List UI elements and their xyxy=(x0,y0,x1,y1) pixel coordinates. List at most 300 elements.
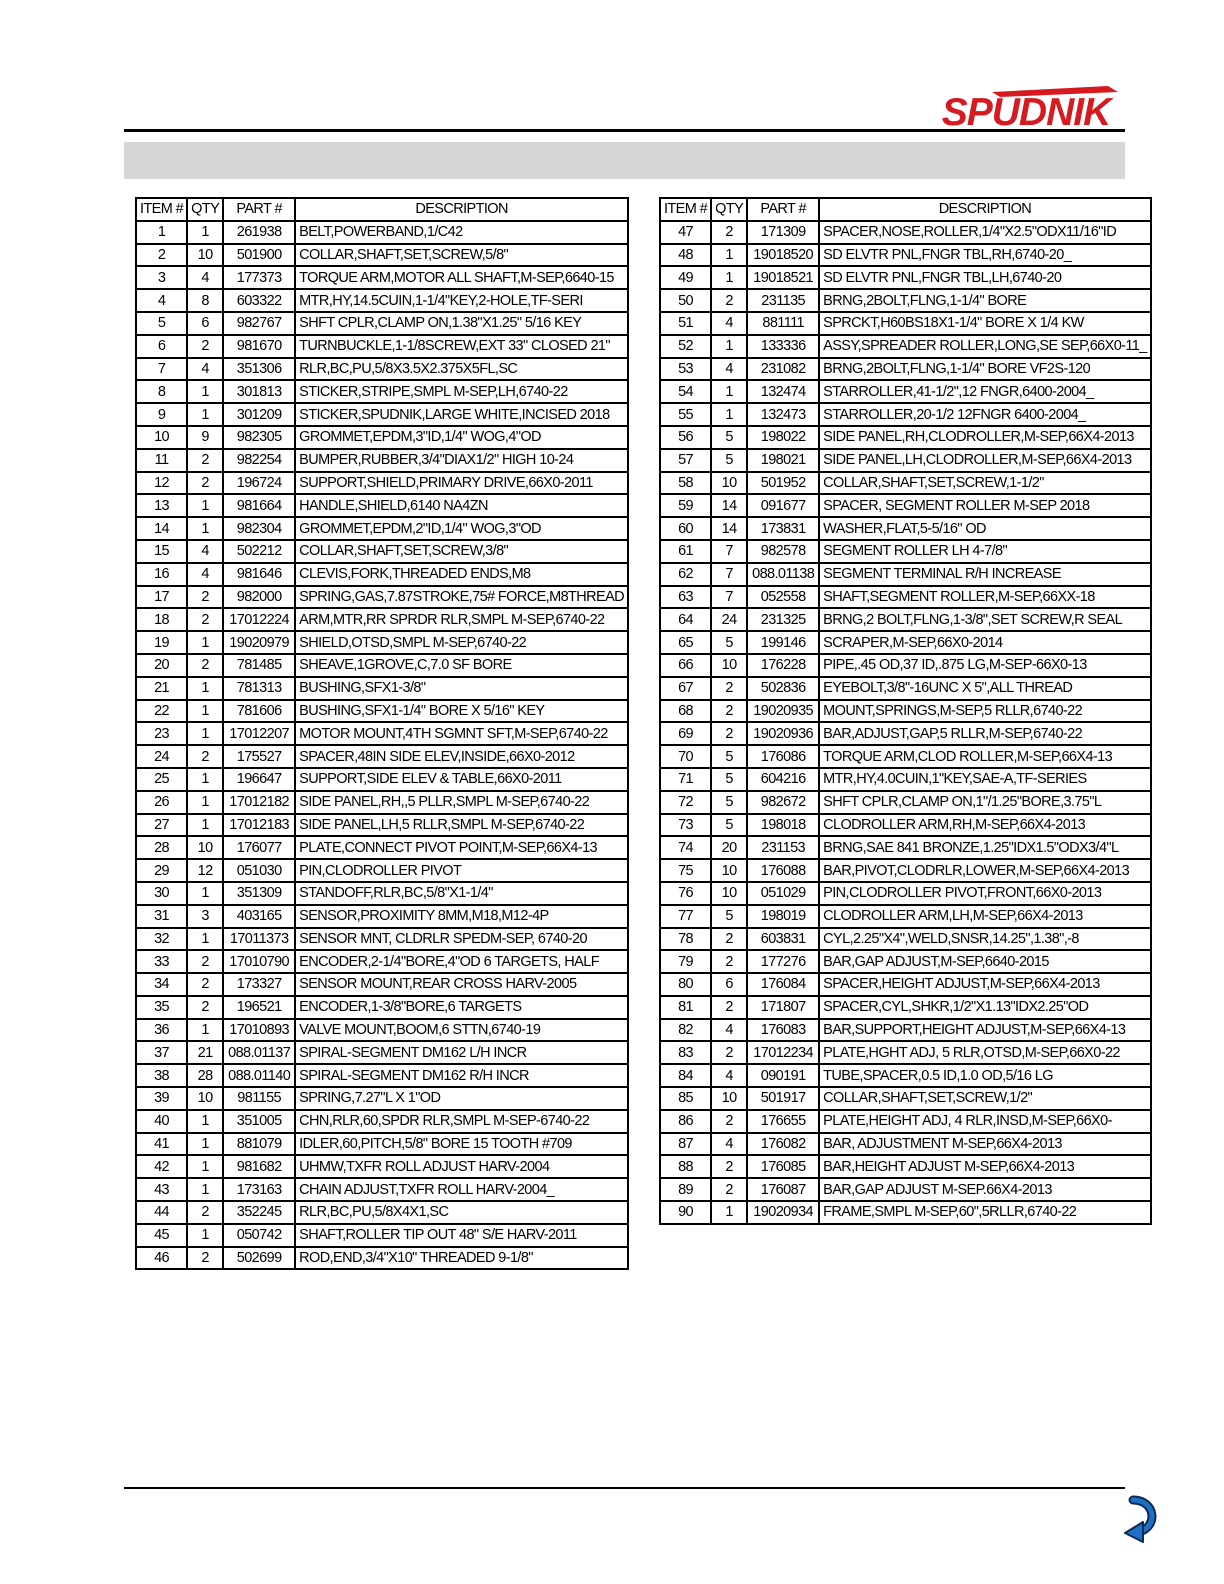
quantity-cell: 2 xyxy=(711,1178,747,1201)
table-row xyxy=(660,312,1151,335)
item-number-cell: 79 xyxy=(660,950,711,973)
description-cell: SPACER,48IN SIDE ELEV,INSIDE,66X0-2012 xyxy=(295,745,628,768)
item-number-cell: 38 xyxy=(136,1064,187,1087)
quantity-cell: 5 xyxy=(711,449,747,472)
table-row xyxy=(660,950,1151,973)
quantity-cell: 10 xyxy=(711,654,747,677)
item-number-cell: 56 xyxy=(660,426,711,449)
part-number-cell: 051029 xyxy=(747,882,819,905)
description-cell: CLODROLLER ARM,RH,M-SEP,66X4-2013 xyxy=(819,814,1151,837)
description-cell: FRAME,SMPL M-SEP,60",5RLLR,6740-22 xyxy=(819,1201,1151,1224)
item-number-cell: 43 xyxy=(136,1178,187,1201)
description-cell: STARROLLER,20-1/2 12FNGR 6400-2004_ xyxy=(819,403,1151,426)
quantity-cell: 1 xyxy=(187,700,223,723)
table-row xyxy=(136,814,628,837)
quantity-cell: 2 xyxy=(187,608,223,631)
description-cell: BRNG,SAE 841 BRONZE,1.25"IDX1.5"ODX3/4"L xyxy=(819,836,1151,859)
table-row xyxy=(136,312,628,335)
item-number-cell: 23 xyxy=(136,722,187,745)
description-cell: TUBE,SPACER,0.5 ID,1.0 OD,5/16 LG xyxy=(819,1064,1151,1087)
description-cell: UHMW,TXFR ROLL ADJUST HARV-2004 xyxy=(295,1155,628,1178)
description-cell: CHAIN ADJUST,TXFR ROLL HARV-2004_ xyxy=(295,1178,628,1201)
description-cell: COLLAR,SHAFT,SET,SCREW,3/8" xyxy=(295,540,628,563)
part-number-cell: 176228 xyxy=(747,654,819,677)
description-cell: HANDLE,SHIELD,6140 NA4ZN xyxy=(295,494,628,517)
part-number-cell: 781606 xyxy=(223,700,295,723)
description-cell: BUSHING,SFX1-3/8" xyxy=(295,677,628,700)
description-cell: BAR,SUPPORT,HEIGHT ADJUST,M-SEP,66X4-13 xyxy=(819,1019,1151,1042)
item-number-cell: 1 xyxy=(136,221,187,244)
table-row xyxy=(660,221,1151,244)
quantity-cell: 1 xyxy=(187,1178,223,1201)
item-number-cell: 9 xyxy=(136,403,187,426)
quantity-cell: 14 xyxy=(711,494,747,517)
table-row xyxy=(136,517,628,540)
table-row xyxy=(136,1133,628,1156)
quantity-cell: 2 xyxy=(711,722,747,745)
part-number-cell: 198019 xyxy=(747,905,819,928)
quantity-cell: 2 xyxy=(711,1110,747,1133)
quantity-cell: 1 xyxy=(711,335,747,358)
description-cell: TORQUE ARM,CLOD ROLLER,M-SEP,66X4-13 xyxy=(819,745,1151,768)
part-number-cell: 261938 xyxy=(223,221,295,244)
col-part-header: PART # xyxy=(747,198,819,221)
part-number-cell: 781313 xyxy=(223,677,295,700)
item-number-cell: 80 xyxy=(660,973,711,996)
item-number-cell: 17 xyxy=(136,586,187,609)
quantity-cell: 5 xyxy=(711,768,747,791)
parts-table-right-body xyxy=(660,221,1151,1224)
col-item-header: ITEM # xyxy=(660,198,711,221)
item-number-cell: 13 xyxy=(136,494,187,517)
item-number-cell: 90 xyxy=(660,1201,711,1224)
table-row xyxy=(660,608,1151,631)
table-row xyxy=(660,472,1151,495)
part-number-cell: 196647 xyxy=(223,768,295,791)
footer-rule xyxy=(124,1487,1125,1489)
spudnik-logo xyxy=(930,84,1122,128)
part-number-cell: 231325 xyxy=(747,608,819,631)
quantity-cell: 1 xyxy=(187,1155,223,1178)
description-cell: COLLAR,SHAFT,SET,SCREW,5/8" xyxy=(295,244,628,267)
description-cell: BUSHING,SFX1-1/4" BORE X 5/16" KEY xyxy=(295,700,628,723)
item-number-cell: 67 xyxy=(660,677,711,700)
part-number-cell: 050742 xyxy=(223,1224,295,1247)
table-row xyxy=(136,1178,628,1201)
quantity-cell: 2 xyxy=(187,1201,223,1224)
item-number-cell: 30 xyxy=(136,882,187,905)
description-cell: ENCODER,1-3/8"BORE,6 TARGETS xyxy=(295,996,628,1019)
part-number-cell: 198018 xyxy=(747,814,819,837)
item-number-cell: 26 xyxy=(136,791,187,814)
quantity-cell: 6 xyxy=(711,973,747,996)
item-number-cell: 40 xyxy=(136,1110,187,1133)
part-number-cell: 177276 xyxy=(747,950,819,973)
part-number-cell: 981646 xyxy=(223,563,295,586)
quantity-cell: 10 xyxy=(187,836,223,859)
description-cell: TORQUE ARM,MOTOR ALL SHAFT,M-SEP,6640-15 xyxy=(295,266,628,289)
item-number-cell: 77 xyxy=(660,905,711,928)
quantity-cell: 4 xyxy=(187,358,223,381)
table-row xyxy=(660,882,1151,905)
quantity-cell: 1 xyxy=(187,380,223,403)
part-number-cell: 982305 xyxy=(223,426,295,449)
item-number-cell: 31 xyxy=(136,905,187,928)
item-number-cell: 81 xyxy=(660,996,711,1019)
table-row xyxy=(660,358,1151,381)
item-number-cell: 54 xyxy=(660,380,711,403)
quantity-cell: 2 xyxy=(187,449,223,472)
part-number-cell: 502212 xyxy=(223,540,295,563)
item-number-cell: 89 xyxy=(660,1178,711,1201)
part-number-cell: 881111 xyxy=(747,312,819,335)
table-row xyxy=(136,1201,628,1224)
item-number-cell: 86 xyxy=(660,1110,711,1133)
item-number-cell: 7 xyxy=(136,358,187,381)
table-row xyxy=(136,768,628,791)
table-row xyxy=(136,586,628,609)
part-number-cell: 982672 xyxy=(747,791,819,814)
part-number-cell: 351005 xyxy=(223,1110,295,1133)
table-row xyxy=(660,905,1151,928)
quantity-cell: 10 xyxy=(187,244,223,267)
part-number-cell: 301209 xyxy=(223,403,295,426)
quantity-cell: 2 xyxy=(711,700,747,723)
quantity-cell: 6 xyxy=(187,312,223,335)
item-number-cell: 2 xyxy=(136,244,187,267)
table-row xyxy=(660,745,1151,768)
table-row xyxy=(136,859,628,882)
quantity-cell: 1 xyxy=(187,791,223,814)
item-number-cell: 74 xyxy=(660,836,711,859)
item-number-cell: 18 xyxy=(136,608,187,631)
description-cell: CLODROLLER ARM,LH,M-SEP,66X4-2013 xyxy=(819,905,1151,928)
col-description-header: DESCRIPTION xyxy=(295,198,628,221)
table-row xyxy=(136,335,628,358)
description-cell: SD ELVTR PNL,FNGR TBL,LH,6740-20 xyxy=(819,266,1151,289)
table-row xyxy=(136,928,628,951)
quantity-cell: 2 xyxy=(711,1155,747,1178)
part-number-cell: 603322 xyxy=(223,289,295,312)
item-number-cell: 10 xyxy=(136,426,187,449)
table-row xyxy=(660,722,1151,745)
part-number-cell: 051030 xyxy=(223,859,295,882)
table-row xyxy=(136,631,628,654)
part-number-cell: 196724 xyxy=(223,472,295,495)
description-cell: PIPE,.45 OD,37 ID,.875 LG,M-SEP-66X0-13 xyxy=(819,654,1151,677)
table-row xyxy=(660,449,1151,472)
part-number-cell: 604216 xyxy=(747,768,819,791)
col-qty-header: QTY xyxy=(187,198,223,221)
item-number-cell: 52 xyxy=(660,335,711,358)
quantity-cell: 1 xyxy=(187,722,223,745)
part-number-cell: 176083 xyxy=(747,1019,819,1042)
quantity-cell: 9 xyxy=(187,426,223,449)
item-number-cell: 68 xyxy=(660,700,711,723)
description-cell: SPRCKT,H60BS18X1-1/4" BORE X 1/4 KW xyxy=(819,312,1151,335)
table-row xyxy=(136,882,628,905)
description-cell: BELT,POWERBAND,1/C42 xyxy=(295,221,628,244)
part-number-cell: 17010893 xyxy=(223,1019,295,1042)
item-number-cell: 72 xyxy=(660,791,711,814)
table-row xyxy=(136,1041,628,1064)
item-number-cell: 34 xyxy=(136,973,187,996)
item-number-cell: 6 xyxy=(136,335,187,358)
part-number-cell: 17012183 xyxy=(223,814,295,837)
item-number-cell: 84 xyxy=(660,1064,711,1087)
quantity-cell: 1 xyxy=(187,928,223,951)
part-number-cell: 982304 xyxy=(223,517,295,540)
table-row xyxy=(660,540,1151,563)
part-number-cell: 19018520 xyxy=(747,244,819,267)
quantity-cell: 10 xyxy=(711,859,747,882)
item-number-cell: 29 xyxy=(136,859,187,882)
description-cell: MTR,HY,4.0CUIN,1"KEY,SAE-A,TF-SERIES xyxy=(819,768,1151,791)
quantity-cell: 1 xyxy=(187,221,223,244)
table-row xyxy=(136,1224,628,1247)
item-number-cell: 15 xyxy=(136,540,187,563)
part-number-cell: 17010790 xyxy=(223,950,295,973)
quantity-cell: 1 xyxy=(187,403,223,426)
table-row xyxy=(136,745,628,768)
item-number-cell: 73 xyxy=(660,814,711,837)
table-row xyxy=(136,494,628,517)
table-row xyxy=(136,1087,628,1110)
description-cell: GROMMET,EPDM,2"ID,1/4" WOG,3"OD xyxy=(295,517,628,540)
description-cell: SENSOR MOUNT,REAR CROSS HARV-2005 xyxy=(295,973,628,996)
table-row xyxy=(136,244,628,267)
description-cell: BAR,ADJUST,GAP,5 RLLR,M-SEP,6740-22 xyxy=(819,722,1151,745)
quantity-cell: 2 xyxy=(187,973,223,996)
quantity-cell: 8 xyxy=(187,289,223,312)
table-row xyxy=(660,494,1151,517)
part-number-cell: 176084 xyxy=(747,973,819,996)
table-row xyxy=(660,244,1151,267)
table-row xyxy=(136,1155,628,1178)
quantity-cell: 2 xyxy=(187,950,223,973)
quantity-cell: 5 xyxy=(711,905,747,928)
quantity-cell: 24 xyxy=(711,608,747,631)
part-number-cell: 090191 xyxy=(747,1064,819,1087)
part-number-cell: 981155 xyxy=(223,1087,295,1110)
quantity-cell: 1 xyxy=(711,1201,747,1224)
description-cell: PIN,CLODROLLER PIVOT,FRONT,66X0-2013 xyxy=(819,882,1151,905)
item-number-cell: 32 xyxy=(136,928,187,951)
part-number-cell: 982000 xyxy=(223,586,295,609)
description-cell: BAR,PIVOT,CLODRLR,LOWER,M-SEP,66X4-2013 xyxy=(819,859,1151,882)
description-cell: SEGMENT TERMINAL R/H INCREASE xyxy=(819,563,1151,586)
item-number-cell: 62 xyxy=(660,563,711,586)
table-row xyxy=(660,768,1151,791)
part-number-cell: 171309 xyxy=(747,221,819,244)
description-cell: SIDE PANEL,RH,,5 PLLR,SMPL M-SEP,6740-22 xyxy=(295,791,628,814)
item-number-cell: 19 xyxy=(136,631,187,654)
table-row xyxy=(136,1019,628,1042)
description-cell: BAR,GAP ADJUST M-SEP.66X4-2013 xyxy=(819,1178,1151,1201)
part-number-cell: 501900 xyxy=(223,244,295,267)
table-row xyxy=(136,722,628,745)
item-number-cell: 4 xyxy=(136,289,187,312)
part-number-cell: 17011373 xyxy=(223,928,295,951)
table-row xyxy=(136,791,628,814)
table-row xyxy=(660,1178,1151,1201)
description-cell: BAR,HEIGHT ADJUST M-SEP,66X4-2013 xyxy=(819,1155,1151,1178)
quantity-cell: 1 xyxy=(187,1110,223,1133)
description-cell: COLLAR,SHAFT,SET,SCREW,1/2" xyxy=(819,1087,1151,1110)
description-cell: SHAFT,SEGMENT ROLLER,M-SEP,66XX-18 xyxy=(819,586,1151,609)
description-cell: SCRAPER,M-SEP,66X0-2014 xyxy=(819,631,1151,654)
part-number-cell: 17012234 xyxy=(747,1041,819,1064)
part-number-cell: 19020935 xyxy=(747,700,819,723)
quantity-cell: 2 xyxy=(187,472,223,495)
item-number-cell: 22 xyxy=(136,700,187,723)
table-row xyxy=(136,426,628,449)
quantity-cell: 2 xyxy=(711,996,747,1019)
item-number-cell: 71 xyxy=(660,768,711,791)
quantity-cell: 1 xyxy=(711,266,747,289)
table-row xyxy=(660,426,1151,449)
quantity-cell: 2 xyxy=(187,996,223,1019)
part-number-cell: 177373 xyxy=(223,266,295,289)
part-number-cell: 173163 xyxy=(223,1178,295,1201)
description-cell: SHAFT,ROLLER TIP OUT 48" S/E HARV-2011 xyxy=(295,1224,628,1247)
description-cell: BAR, ADJUSTMENT M-SEP,66X4-2013 xyxy=(819,1133,1151,1156)
quantity-cell: 5 xyxy=(711,745,747,768)
description-cell: MOUNT,SPRINGS,M-SEP,5 RLLR,6740-22 xyxy=(819,700,1151,723)
quantity-cell: 1 xyxy=(187,1224,223,1247)
quantity-cell: 4 xyxy=(711,312,747,335)
table-row xyxy=(660,996,1151,1019)
quantity-cell: 4 xyxy=(711,1019,747,1042)
item-number-cell: 5 xyxy=(136,312,187,335)
table-row xyxy=(136,996,628,1019)
table-row xyxy=(660,1133,1151,1156)
item-number-cell: 75 xyxy=(660,859,711,882)
item-number-cell: 42 xyxy=(136,1155,187,1178)
table-row xyxy=(136,403,628,426)
part-number-cell: 176088 xyxy=(747,859,819,882)
item-number-cell: 53 xyxy=(660,358,711,381)
description-cell: ARM,MTR,RR SPRDR RLR,SMPL M-SEP,6740-22 xyxy=(295,608,628,631)
quantity-cell: 1 xyxy=(187,1019,223,1042)
curved-back-arrow-icon[interactable] xyxy=(1121,1492,1161,1544)
table-row xyxy=(660,1201,1151,1224)
part-number-cell: 198022 xyxy=(747,426,819,449)
table-row xyxy=(136,973,628,996)
quantity-cell: 2 xyxy=(711,928,747,951)
table-row xyxy=(136,950,628,973)
description-cell: SENSOR MNT, CLDRLR SPEDM-SEP, 6740-20 xyxy=(295,928,628,951)
description-cell: SIDE PANEL,LH,CLODROLLER,M-SEP,66X4-2013 xyxy=(819,449,1151,472)
quantity-cell: 4 xyxy=(711,358,747,381)
item-number-cell: 3 xyxy=(136,266,187,289)
part-number-cell: 352245 xyxy=(223,1201,295,1224)
quantity-cell: 14 xyxy=(711,517,747,540)
part-number-cell: 501917 xyxy=(747,1087,819,1110)
part-number-cell: 301813 xyxy=(223,380,295,403)
description-cell: BAR,GAP ADJUST,M-SEP,6640-2015 xyxy=(819,950,1151,973)
description-cell: SHIELD,OTSD,SMPL M-SEP,6740-22 xyxy=(295,631,628,654)
quantity-cell: 2 xyxy=(187,335,223,358)
item-number-cell: 76 xyxy=(660,882,711,905)
description-cell: PIN,CLODROLLER PIVOT xyxy=(295,859,628,882)
header-rule xyxy=(124,129,1125,132)
part-number-cell: 088.01140 xyxy=(223,1064,295,1087)
part-number-cell: 231153 xyxy=(747,836,819,859)
table-row xyxy=(660,973,1151,996)
item-number-cell: 46 xyxy=(136,1247,187,1270)
item-number-cell: 12 xyxy=(136,472,187,495)
description-cell: SPRING,7.27"L X 1"OD xyxy=(295,1087,628,1110)
quantity-cell: 2 xyxy=(187,745,223,768)
description-cell: ASSY,SPREADER ROLLER,LONG,SE SEP,66X0-11_ xyxy=(819,335,1151,358)
table-row xyxy=(136,266,628,289)
part-number-cell: 781485 xyxy=(223,654,295,677)
description-cell: VALVE MOUNT,BOOM,6 STTN,6740-19 xyxy=(295,1019,628,1042)
description-cell: SUPPORT,SHIELD,PRIMARY DRIVE,66X0-2011 xyxy=(295,472,628,495)
quantity-cell: 2 xyxy=(711,950,747,973)
description-cell: SIDE PANEL,LH,5 RLLR,SMPL M-SEP,6740-22 xyxy=(295,814,628,837)
item-number-cell: 63 xyxy=(660,586,711,609)
parts-table-left xyxy=(135,197,629,1270)
part-number-cell: 176082 xyxy=(747,1133,819,1156)
item-number-cell: 20 xyxy=(136,654,187,677)
table-row xyxy=(660,654,1151,677)
quantity-cell: 7 xyxy=(711,563,747,586)
description-cell: CHN,RLR,60,SPDR RLR,SMPL M-SEP-6740-22 xyxy=(295,1110,628,1133)
part-number-cell: 173831 xyxy=(747,517,819,540)
item-number-cell: 66 xyxy=(660,654,711,677)
quantity-cell: 7 xyxy=(711,586,747,609)
part-number-cell: 981670 xyxy=(223,335,295,358)
item-number-cell: 37 xyxy=(136,1041,187,1064)
description-cell: BUMPER,RUBBER,3/4"DIAX1/2" HIGH 10-24 xyxy=(295,449,628,472)
item-number-cell: 51 xyxy=(660,312,711,335)
table-row xyxy=(660,1110,1151,1133)
part-number-cell: 981664 xyxy=(223,494,295,517)
part-number-cell: 603831 xyxy=(747,928,819,951)
table-row xyxy=(660,700,1151,723)
part-number-cell: 351306 xyxy=(223,358,295,381)
table-row xyxy=(660,1041,1151,1064)
table-row xyxy=(136,1064,628,1087)
item-number-cell: 78 xyxy=(660,928,711,951)
table-row xyxy=(660,266,1151,289)
table-header-row xyxy=(660,198,1151,221)
item-number-cell: 11 xyxy=(136,449,187,472)
quantity-cell: 1 xyxy=(187,882,223,905)
table-row xyxy=(660,517,1151,540)
table-row xyxy=(660,586,1151,609)
part-number-cell: 088.01138 xyxy=(747,563,819,586)
description-cell: STARROLLER,41-1/2",12 FNGR,6400-2004_ xyxy=(819,380,1151,403)
item-number-cell: 55 xyxy=(660,403,711,426)
description-cell: SHFT CPLR,CLAMP ON,1"/1.25"BORE,3.75"L xyxy=(819,791,1151,814)
part-number-cell: 088.01137 xyxy=(223,1041,295,1064)
quantity-cell: 21 xyxy=(187,1041,223,1064)
item-number-cell: 16 xyxy=(136,563,187,586)
description-cell: COLLAR,SHAFT,SET,SCREW,1-1/2" xyxy=(819,472,1151,495)
item-number-cell: 88 xyxy=(660,1155,711,1178)
parts-table-left-body xyxy=(136,221,628,1270)
quantity-cell: 28 xyxy=(187,1064,223,1087)
item-number-cell: 47 xyxy=(660,221,711,244)
table-row xyxy=(660,1155,1151,1178)
table-row xyxy=(136,1247,628,1270)
item-number-cell: 82 xyxy=(660,1019,711,1042)
table-row xyxy=(660,928,1151,951)
table-row xyxy=(136,905,628,928)
